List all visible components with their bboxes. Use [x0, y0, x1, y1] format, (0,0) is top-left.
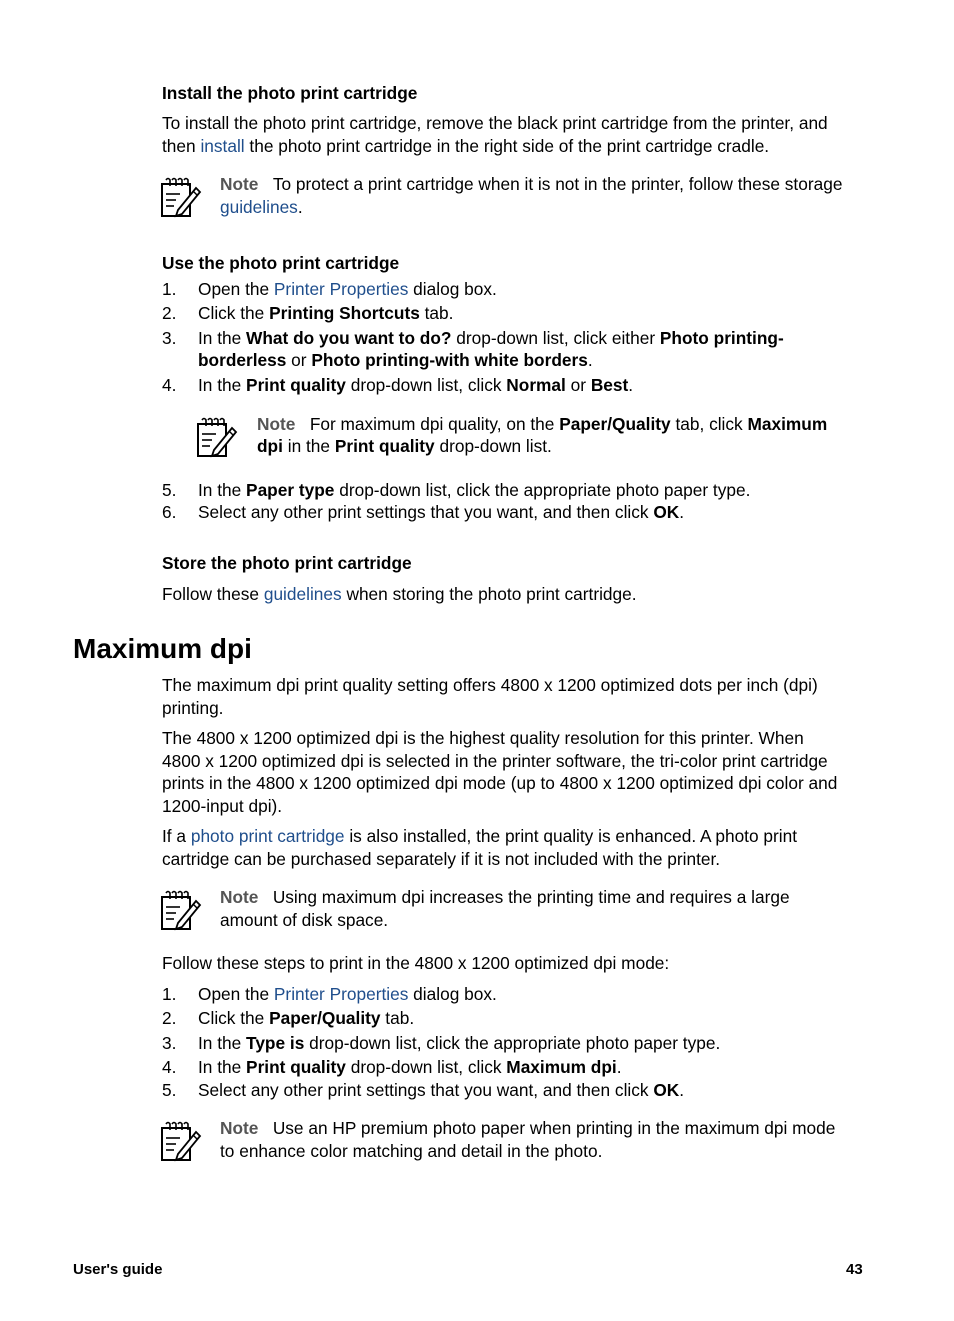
step-number: 3. — [162, 328, 177, 348]
step-number: 1. — [162, 984, 177, 1004]
step-open-properties — [198, 983, 497, 1005]
bold-text: Print quality — [334, 436, 435, 456]
install-link[interactable]: install — [200, 136, 245, 156]
note-icon — [160, 889, 202, 931]
text: tab. — [380, 1008, 415, 1028]
step-other-settings — [198, 1079, 684, 1101]
paragraph-photo-cartridge-line2: cartridge can be purchased separately if it is not included with the printer. — [162, 849, 721, 869]
text: In the — [198, 480, 247, 500]
text: or — [286, 350, 312, 370]
step-number: 3. — [162, 1033, 177, 1053]
step-choose-option-line2 — [198, 349, 593, 371]
bold-text: dpi — [257, 436, 283, 456]
note-text: To protect a print cartridge when it is not in the printer, follow these storage — [272, 174, 843, 194]
text: In the — [198, 328, 247, 348]
note-premium-paper-line1 — [220, 1117, 835, 1139]
bold-text: Type is — [246, 1033, 305, 1053]
text: . — [616, 1057, 622, 1077]
bold-text: borderless — [198, 350, 287, 370]
bold-text: Normal — [506, 375, 566, 395]
step-number: 5. — [162, 1080, 177, 1100]
step-choose-option-line1 — [198, 327, 784, 349]
text: . — [628, 375, 634, 395]
bold-text: Print quality — [246, 375, 346, 395]
text: in the — [282, 436, 335, 456]
page-number: 43 — [846, 1261, 863, 1278]
note-disk-space-line1 — [220, 886, 790, 908]
paragraph-max-dpi-line2: printing. — [162, 698, 224, 718]
paragraph-store — [162, 583, 637, 605]
text: drop-down list, click the appropriate photo paper type. — [304, 1033, 721, 1053]
text: Follow these — [162, 584, 264, 604]
text: dialog box. — [408, 279, 497, 299]
paragraph-resolution-line4: 1200-input dpi). — [162, 796, 283, 816]
printer-properties-link[interactable]: Printer Properties — [273, 984, 409, 1004]
text: drop-down list, click the appropriate photo paper type. — [334, 480, 751, 500]
step-number: 4. — [162, 1057, 177, 1077]
bold-text: What do you want to do? — [246, 328, 452, 348]
note-max-dpi-line2 — [257, 435, 552, 457]
text: Select any other print settings that you want, and then click — [198, 502, 654, 522]
text: the photo print cartridge in the right side of the print cartridge cradle. — [244, 136, 770, 156]
paragraph-resolution-line3: prints in the 4800 x 1200 optimized dpi mode (up to 4800 x 1200 optimized dpi color and — [162, 773, 838, 793]
text: Open the — [198, 279, 274, 299]
text: tab, click — [670, 414, 748, 434]
step-type-is — [198, 1032, 720, 1054]
text: . — [679, 1080, 685, 1100]
paragraph-resolution-line1: The 4800 x 1200 optimized dpi is the highest quality resolution for this printer. When — [162, 728, 804, 748]
text: drop-down list, click either — [451, 328, 660, 348]
text: In the — [198, 1033, 247, 1053]
step-paper-type — [198, 479, 750, 501]
text: Select any other print settings that you want, and then click — [198, 1080, 654, 1100]
text: then — [162, 136, 201, 156]
text: In the — [198, 375, 247, 395]
paragraph-resolution-line2: 4800 x 1200 optimized dpi is selected in the printer software, the tri-color print cartridge — [162, 751, 828, 771]
bold-text: Maximum — [747, 414, 828, 434]
step-number: 5. — [162, 480, 177, 500]
step-number: 4. — [162, 375, 177, 395]
text: . — [587, 350, 593, 370]
note-label: Note — [257, 414, 296, 434]
footer-guide-title: User's guide — [73, 1261, 163, 1278]
bold-text: Photo printing-with white borders — [311, 350, 588, 370]
section-heading-install: Install the photo print cartridge — [162, 83, 418, 103]
step-print-quality — [198, 1056, 622, 1078]
text: For maximum dpi quality, on the — [309, 414, 560, 434]
section-heading-use: Use the photo print cartridge — [162, 253, 400, 273]
text: In the — [198, 1057, 247, 1077]
note-premium-paper-line2: to enhance color matching and detail in the photo. — [220, 1141, 603, 1161]
step-open-properties — [198, 278, 497, 300]
bold-text: OK — [653, 502, 680, 522]
text: Click the — [198, 303, 270, 323]
step-other-settings — [198, 501, 684, 523]
text: drop-down list, click — [345, 375, 507, 395]
guidelines-link[interactable]: guidelines — [220, 197, 298, 217]
step-number: 1. — [162, 279, 177, 299]
bold-text: Paper type — [246, 480, 335, 500]
text: If a — [162, 826, 191, 846]
paragraph-follow-steps: Follow these steps to print in the 4800 x 1200 optimized dpi mode: — [162, 953, 670, 973]
note-label: Note — [220, 1118, 259, 1138]
note-disk-space-line2: amount of disk space. — [220, 910, 389, 930]
step-number: 2. — [162, 1008, 177, 1028]
section-title-maximum-dpi: Maximum dpi — [73, 633, 252, 664]
text: is also installed, the print quality is enhanced. A photo print — [344, 826, 798, 846]
bold-text: Photo printing- — [659, 328, 784, 348]
text: drop-down list, click — [345, 1057, 507, 1077]
text: dialog box. — [408, 984, 497, 1004]
step-number: 6. — [162, 502, 177, 522]
bold-text: Printing Shortcuts — [269, 303, 420, 323]
bold-text: Paper/Quality — [559, 414, 671, 434]
step-print-quality — [198, 374, 633, 396]
step-click-tab — [198, 1007, 414, 1029]
text: or — [565, 375, 591, 395]
step-number: 2. — [162, 303, 177, 323]
text: tab. — [419, 303, 454, 323]
text: Open the — [198, 984, 274, 1004]
paragraph-max-dpi-line1: The maximum dpi print quality setting offers 4800 x 1200 optimized dots per inch (dpi) — [162, 675, 818, 695]
note-label: Note — [220, 887, 259, 907]
note-storage-line1 — [220, 173, 842, 195]
paragraph-install-line1: To install the photo print cartridge, remove the black print cartridge from the printer, and — [162, 113, 828, 133]
text: when storing the photo print cartridge. — [341, 584, 637, 604]
printer-properties-link[interactable]: Printer Properties — [273, 279, 409, 299]
bold-text: OK — [653, 1080, 680, 1100]
text: . — [679, 502, 685, 522]
note-text: Use an HP premium photo paper when printing in the maximum dpi mode — [272, 1118, 836, 1138]
note-icon — [160, 1120, 202, 1162]
bold-text: Print quality — [246, 1057, 346, 1077]
note-label: Note — [220, 174, 259, 194]
note-icon — [160, 176, 202, 218]
guidelines-link[interactable]: guidelines — [263, 584, 342, 604]
note-icon — [196, 416, 238, 458]
text: Click the — [198, 1008, 270, 1028]
step-click-tab — [198, 302, 453, 324]
bold-text: Maximum dpi — [506, 1057, 617, 1077]
paragraph-photo-cartridge-line1 — [162, 825, 797, 847]
note-max-dpi-line1 — [257, 413, 827, 435]
bold-text: Paper/Quality — [269, 1008, 381, 1028]
photo-print-cartridge-link[interactable]: photo print cartridge — [190, 826, 345, 846]
section-heading-store: Store the photo print cartridge — [162, 553, 412, 573]
text: . — [297, 197, 303, 217]
bold-text: Best — [590, 375, 629, 395]
text: drop-down list. — [434, 436, 552, 456]
note-storage-line2 — [220, 196, 303, 218]
note-text: Using maximum dpi increases the printing time and requires a large — [272, 887, 790, 907]
paragraph-install-line2 — [162, 135, 769, 157]
